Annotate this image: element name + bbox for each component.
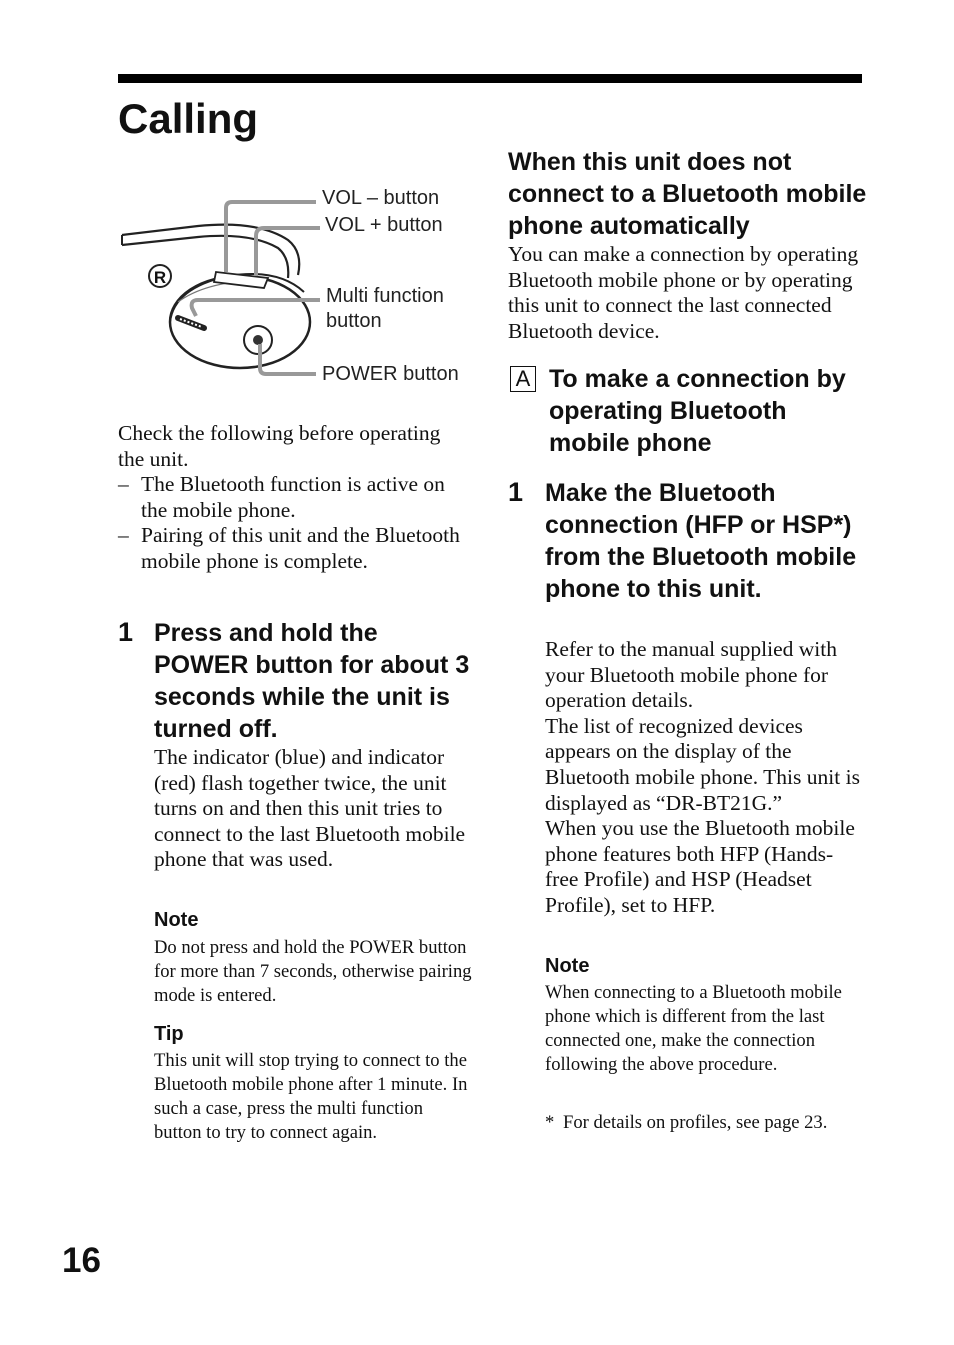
footnote-mark: *	[545, 1112, 555, 1133]
step-body: The indicator (blue) and indicator (red) flash together twice, the unit turns on and then this unit tries to connect to the last Bluetooth mobile phone that was used.	[154, 745, 466, 872]
step-heading: Press and hold the POWER button for about 3 seconds while the unit is turned off.	[154, 619, 470, 743]
check-item-text: The Bluetooth function is active on the mobile phone.	[141, 472, 445, 522]
page-number: 16	[62, 1241, 101, 1280]
tip-body: This unit will stop trying to connect to the Bluetooth mobile phone after 1 minute. In such a case, press the multi function button to try to connect again.	[154, 1050, 468, 1143]
dash: –	[118, 472, 129, 496]
check-list	[118, 472, 468, 574]
list-item	[118, 472, 468, 523]
section-heading: When this unit does not connect to a Bluetooth mobile phone automatically	[508, 148, 867, 240]
subsection-letter-box: A	[510, 366, 536, 392]
step-paragraph: Refer to the manual supplied with your Bluetooth mobile phone for operation details.	[545, 637, 837, 713]
note-heading: Note	[545, 955, 590, 977]
vol-plus-callout: VOL + button	[325, 214, 443, 236]
step-paragraph: The list of recognized devices appears on the display of the Bluetooth mobile phone. This unit is displayed as “DR-BT21G.”	[545, 713, 860, 815]
step-heading: Make the Bluetooth connection (HFP or HSP*) from the Bluetooth mobile phone to this unit.	[545, 479, 857, 603]
note-heading: Note	[154, 909, 199, 931]
top-rule	[118, 74, 862, 83]
tip-heading: Tip	[154, 1023, 184, 1045]
svg-text:R: R	[153, 268, 167, 287]
check-intro: Check the following before operating the unit.	[118, 421, 441, 471]
subsection-heading: To make a connection by operating Bluetooth mobile phone	[549, 365, 846, 457]
list-item	[118, 523, 468, 574]
note-body: When connecting to a Bluetooth mobile phone which is different from the last connected one, make the connection following the above procedure.	[545, 982, 842, 1075]
headset-illustration	[118, 180, 478, 390]
section-body: You can make a connection by operating Bluetooth mobile phone or by operating this unit to connect the last connected Bluetooth device.	[508, 242, 859, 343]
multi-function-callout: Multi function button	[326, 285, 444, 332]
vol-minus-callout: VOL – button	[322, 187, 440, 209]
footnote-text: For details on profiles, see page 23.	[563, 1112, 828, 1133]
step-number: 1	[118, 617, 134, 647]
power-callout: POWER button	[322, 363, 459, 385]
check-item-text: Pairing of this unit and the Bluetooth mobile phone is complete.	[141, 523, 460, 573]
step-paragraph: When you use the Bluetooth mobile phone features both HFP (Hands-free Profile) and HSP (Headset Profile), set to HFP.	[545, 816, 855, 917]
step-body	[545, 637, 865, 919]
dash: –	[118, 523, 129, 548]
step-number: 1	[508, 477, 524, 507]
page-title: Calling	[118, 95, 259, 142]
note-body: Do not press and hold the POWER button for more than 7 seconds, otherwise pairing mode is entered.	[154, 937, 472, 1006]
